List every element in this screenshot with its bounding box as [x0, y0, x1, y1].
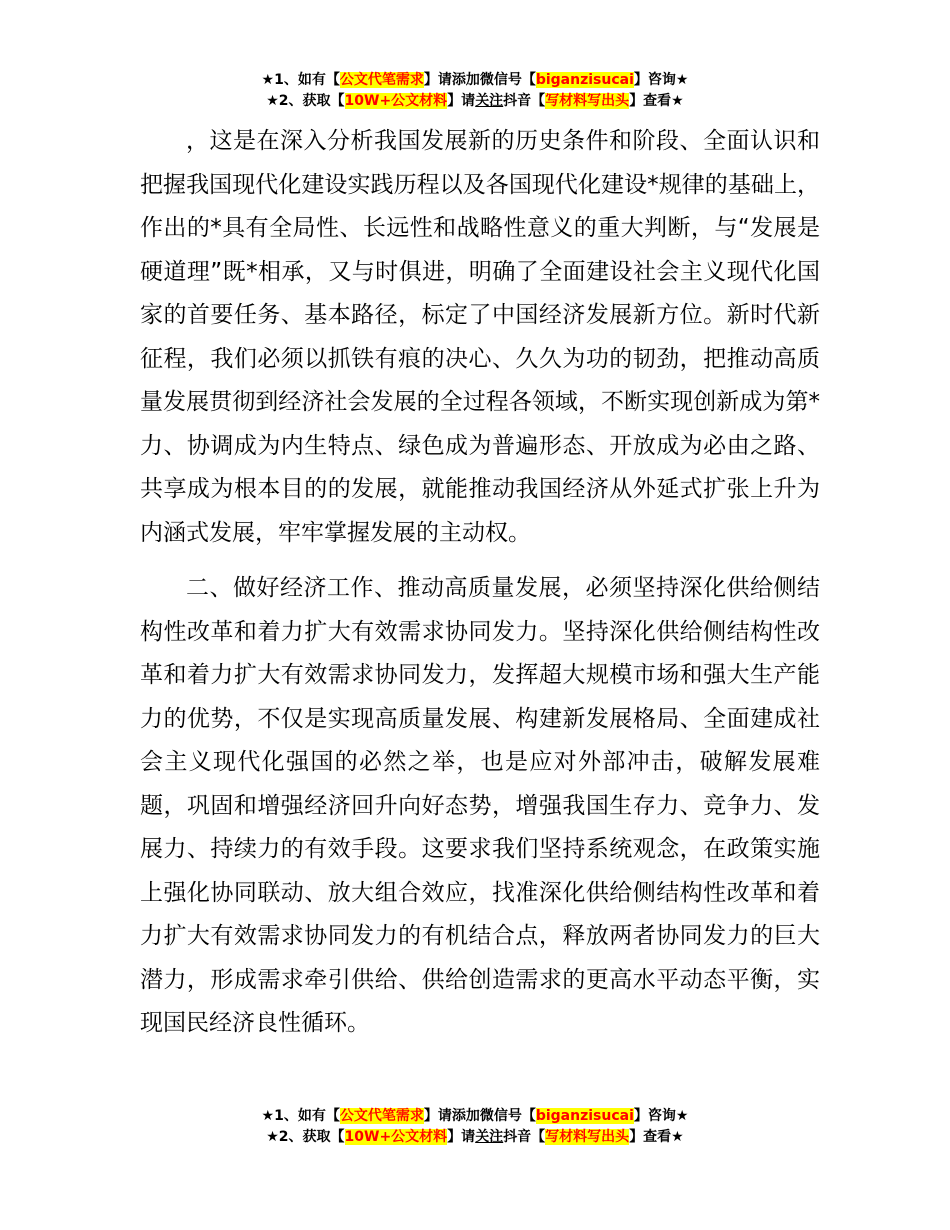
footer-line-2 — [0, 1127, 950, 1148]
header-banner — [0, 70, 950, 112]
footer-line-1-highlight-wechat: biganzisucai — [535, 1108, 634, 1124]
footer-line-1-middle: 】请 — [423, 1108, 452, 1124]
footer-line-1-middle-2: 微信号【 — [479, 1108, 536, 1124]
header-line-1-prefix: ★1、如有【 — [261, 72, 340, 88]
header-line-2-suffix: 】查看★ — [629, 93, 684, 109]
header-line-1-suffix: 】咨询★ — [633, 72, 689, 88]
footer-line-2-suffix: 】查看★ — [629, 1129, 684, 1145]
header-line-1 — [0, 70, 950, 91]
header-line-1-emphasis: 添加 — [451, 72, 480, 88]
body-paragraph-2: 二、做好经济工作、推动高质量发展，必须坚持深化供给侧结构性改革和着力扩大有效需求协同发力。坚持深化供给侧结构性改革和着力扩大有效需求协同发力，发挥超大规模市场和强大生产能力的优势，不仅是实现高质量发展、构建新发展格局、全面建成社会主义现代化强国的必然之举，也是应对外部冲击，破解发展难题，巩固和增强经济回升向好态势，增强我国生存力、竞争力、发展力、持续力的有效手段。这要求我们坚持系统观念，在政策实施上强化协同联动、放大组合效应，找准深化供给侧结构性改革和着力扩大有效需求协同发力的有机结合点，释放两者协同发力的巨大潜力，形成需求牵引供给、供给创造需求的更高水平动态平衡，实现国民经济良性循环。 — [140, 575, 820, 1036]
header-line-2-highlight-materials: 10W+公文材料 — [344, 93, 448, 109]
header-line-1-middle: 】请 — [423, 72, 452, 88]
header-line-2 — [0, 91, 950, 112]
header-line-1-highlight-service: 公文代笔需求 — [339, 72, 424, 88]
footer-line-2-middle-2: 抖音【 — [503, 1129, 546, 1145]
footer-line-2-middle: 】请 — [447, 1129, 476, 1145]
footer-line-2-highlight-materials: 10W+公文材料 — [344, 1129, 448, 1145]
header-line-2-middle-2: 抖音【 — [503, 93, 546, 109]
header-line-1-middle-2: 微信号【 — [479, 72, 536, 88]
footer-line-2-prefix: ★2、获取【 — [266, 1129, 345, 1145]
footer-line-2-highlight-douyin: 写材料写出头 — [545, 1129, 630, 1145]
header-line-1-highlight-wechat: biganzisucai — [535, 72, 634, 88]
header-line-2-highlight-douyin: 写材料写出头 — [545, 93, 630, 109]
footer-line-2-emphasis: 关注 — [475, 1129, 504, 1145]
body-paragraph-1: ，这是在深入分析我国发展新的历史条件和阶段、全面认识和把握我国现代化建设实践历程以及各国现代化建设*规律的基础上，作出的*具有全局性、长远性和战略性意义的重大判断，与“发展是硬道理”既*相承，又与时俱进，明确了全面建设社会主义现代化国家的首要任务、基本路径，标定了中国经济发展新方位。新时代新征程，我们必须以抓铁有痕的决心、久久为功的韧劲，把推动高质量发展贯彻到经济社会发展的全过程各领域，不断实现创新成为第*力、协调成为内生特点、绿色成为普遍形态、开放成为必由之路、共享成为根本目的的发展，就能推动我国经济从外延式扩张上升为内涵式发展，牢牢掌握发展的主动权。 — [140, 128, 820, 546]
header-line-2-emphasis: 关注 — [475, 93, 504, 109]
document-body — [140, 120, 820, 1046]
footer-line-1-prefix: ★1、如有【 — [261, 1108, 340, 1124]
header-line-2-middle: 】请 — [447, 93, 476, 109]
footer-line-1-emphasis: 添加 — [451, 1108, 480, 1124]
footer-banner — [0, 1106, 950, 1148]
header-line-2-prefix: ★2、获取【 — [266, 93, 345, 109]
footer-line-1-suffix: 】咨询★ — [633, 1108, 689, 1124]
footer-line-1-highlight-service: 公文代笔需求 — [339, 1108, 424, 1124]
footer-line-1 — [0, 1106, 950, 1127]
